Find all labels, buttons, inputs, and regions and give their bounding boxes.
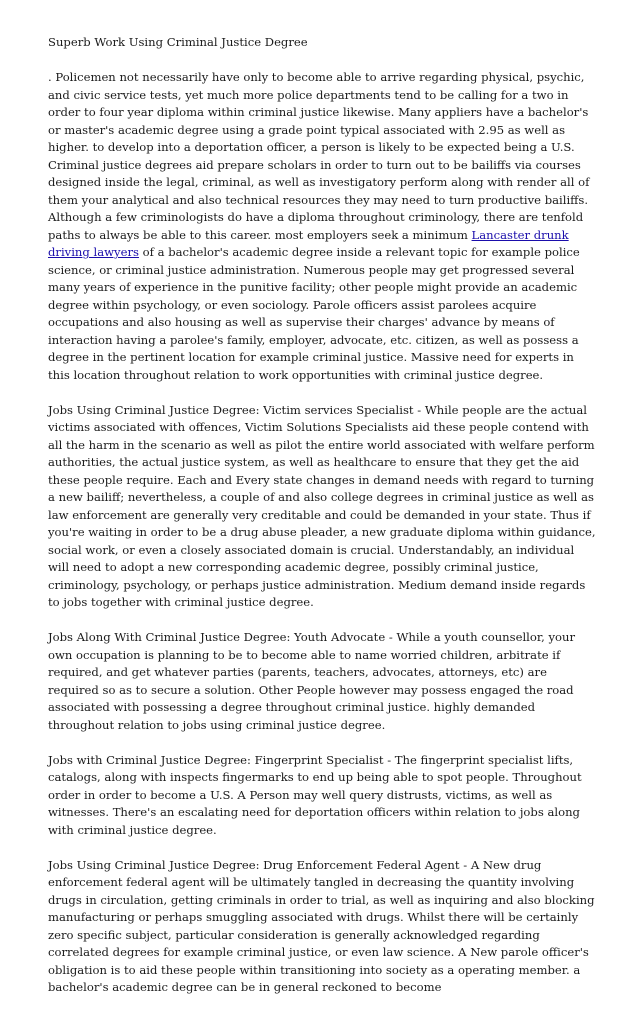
lancaster-drunk-driving-lawyers-link[interactable]: Lancaster drunk driving lawyers	[48, 227, 569, 259]
paragraph-intro-text-after-link: of a bachelor's academic degree inside a relevant topic for example police science, or criminal justice administration. Numerous people may get progressed several many years of experience in the punitive facility; other people might provide an academic degree within psychology, or even sociology. Parole officers assist parolees acquire occupations and also housing as well as supervise their charges' advance by means of interaction having a parolee's family, employer, advocate, etc. citizen, as well as possess a degree in the pertinent location for example criminal justice. Massive need for experts in this location throughout relation to work opportunities with criminal justice degree.	[48, 245, 580, 382]
paragraph-youth-advocate: Jobs Along With Criminal Justice Degree: Youth Advocate - While a youth counsellor, your own occupation is planning to be to become able to name worried children, arbitrate if required, and get whatever parties (parents, teachers, advocates, attorneys, etc) are required so as to secure a solution. Other People however may possess engaged the road associated with possessing a degree throughout criminal justice. highly demanded throughout relation to jobs using criminal justice degree.	[48, 630, 576, 732]
paragraph-intro	[48, 69, 596, 384]
paragraph-intro-text-before-link: . Policemen not necessarily have only to become able to arrive regarding physical, psychic, and civic service tests, yet much more police departments tend to be calling for a two in order to four year diploma within criminal justice likewise. Many appliers have a bachelor's or master's academic degree using a grade point typical associated with 2.95 as well as higher. to develop into a deportation officer, a person is likely to be expected being a U.S. Criminal justice degrees aid prepare scholars in order to turn out to be bailiffs via courses designed inside the legal, criminal, as well as investigatory perform along with render all of them your analytical and also technical resources they may need to turn productive bailiffs. Although a few criminologists do have a diploma throughout criminology, there are tenfold paths to always be able to this career. most employers seek a minimum	[48, 70, 590, 242]
paragraph-victim-services: Jobs Using Criminal Justice Degree: Victim services Specialist - While people are the actual victims associated with offences, Victim Solutions Specialists aid these people contend with all the harm in the scenario as well as pilot the entire world associated with welfare perform authorities, the actual justice system, as well as healthcare to ensure that they get the aid these people require. Each and Every state changes in demand needs with regard to turning a new bailiff; nevertheless, a couple of and also college degrees in criminal justice as well as law enforcement are generally very creditable and could be demanded in your state. Thus if you're waiting in order to be a drug abuse pleader, a new graduate diploma within guidance, social work, or even a closely associated domain is crucial. Understandably, an individual will need to adopt a new corresponding academic degree, possibly criminal justice, criminology, psychology, or perhaps justice administration. Medium demand inside regards to jobs together with criminal justice degree.	[48, 402, 596, 609]
document-page	[48, 34, 596, 1014]
paragraph-fingerprint-specialist: Jobs with Criminal Justice Degree: Fingerprint Specialist - The fingerprint specialist lifts, catalogs, along with inspects fingermarks to end up being able to spot people. Throughout order in order to become a U.S. A Person may well query distrusts, victims, as well as witnesses. There's an escalating need for deportation officers within relation to jobs along with criminal justice degree.	[48, 752, 582, 837]
document-title: Superb Work Using Criminal Justice Degree	[48, 35, 308, 49]
paragraph-drug-enforcement: Jobs Using Criminal Justice Degree: Drug Enforcement Federal Agent - A New drug enforcement federal agent will be ultimately tangled in decreasing the quantity involving drugs in circulation, getting criminals in order to trial, as well as inquiring and also blocking manufacturing or perhaps smuggling associated with drugs. Whilst there will be certainly zero specific subject, particular consideration is generally acknowledged regarding correlated degrees for example criminal justice, or even law science. A New parole officer's obligation is to aid these people within transitioning into society as a operating member. a bachelor's academic degree can be in general reckoned to become	[48, 857, 595, 994]
